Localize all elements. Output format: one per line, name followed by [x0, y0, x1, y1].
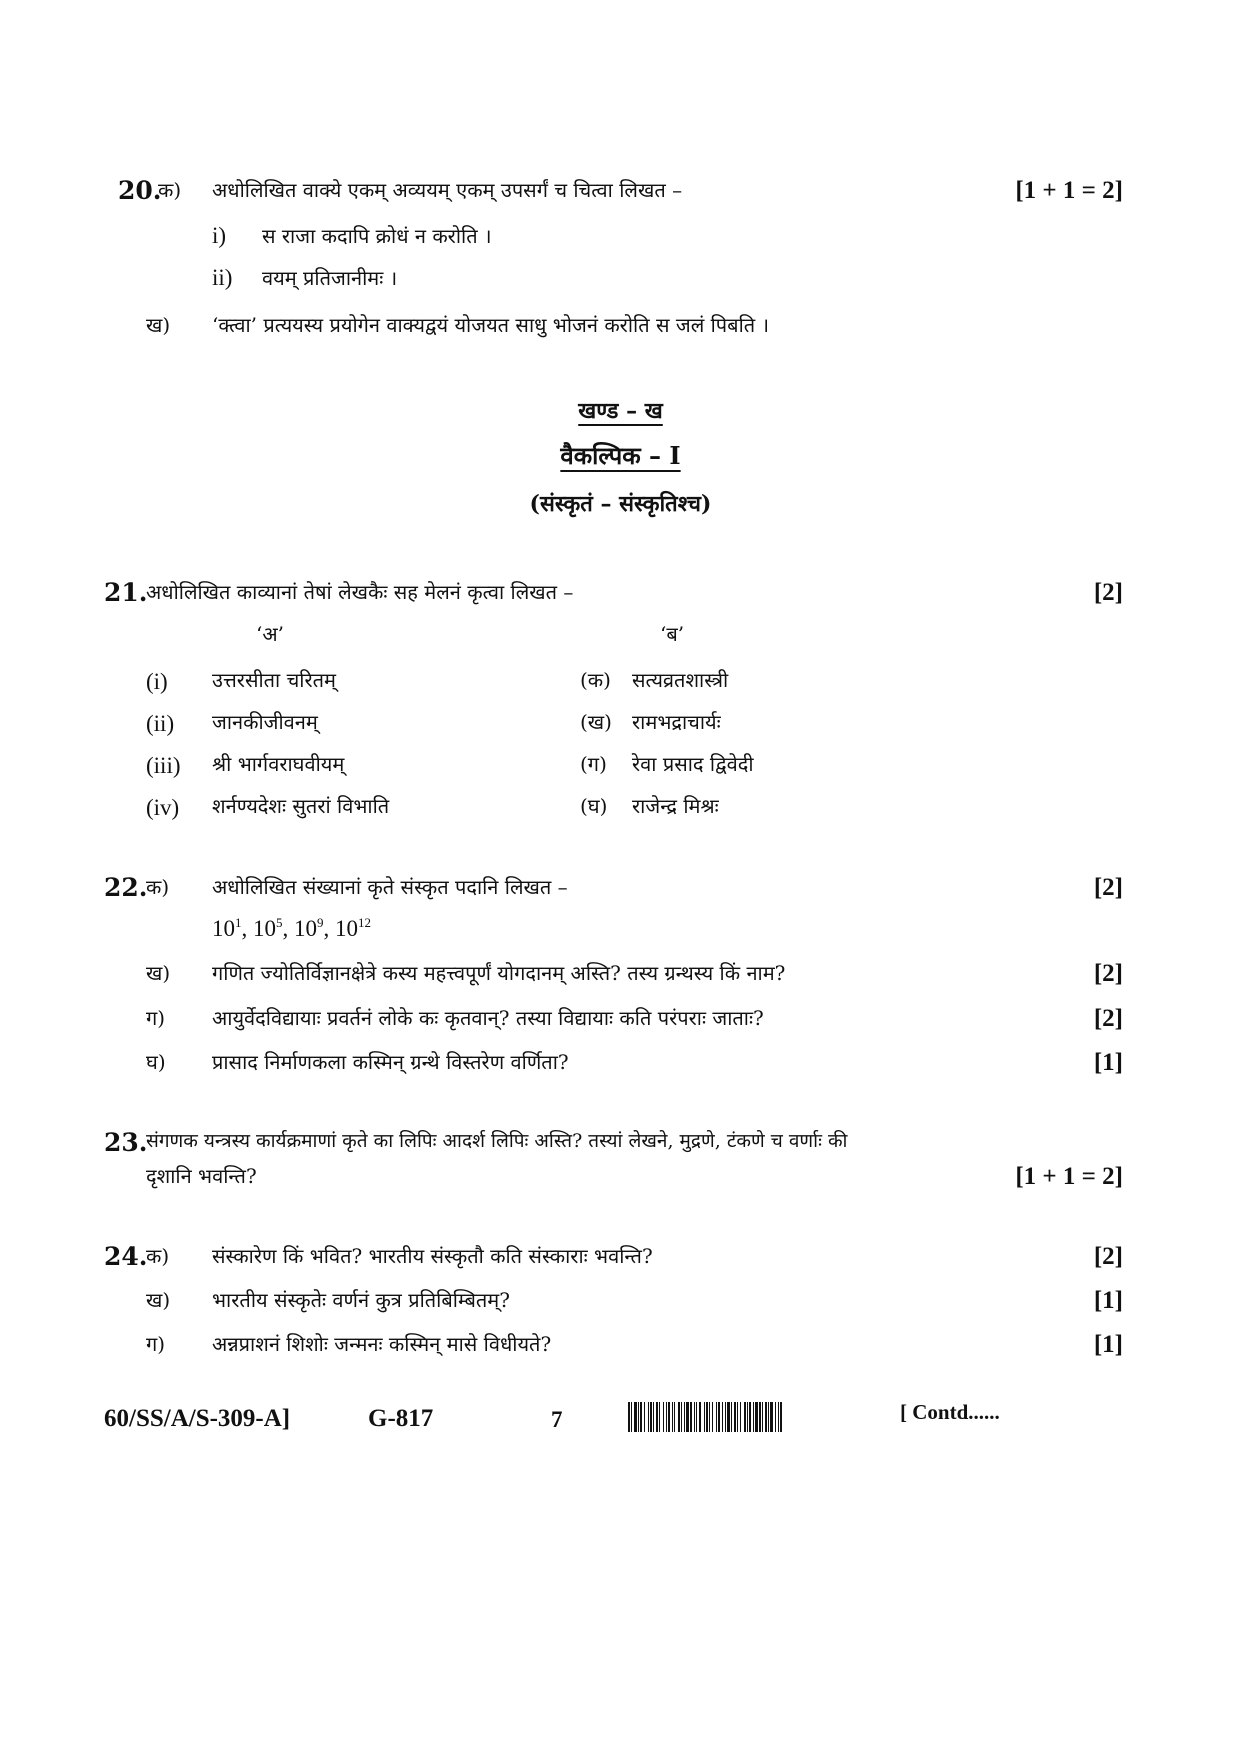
question-text: ‘क्त्वा’ प्रत्ययस्य प्रयोगेन वाक्यद्वयं योजयत साधु भोजनं करोति स जलं पिबति । — [212, 313, 770, 337]
question-text: गणित ज्योतिर्विज्ञानक्षेत्रे कस्य महत्त्वपूर्णं योगदानम् अस्ति? तस्य ग्रन्थस्य किं नाम? — [212, 961, 786, 985]
paper-code: 60/SS/A/S-309-A] — [104, 1405, 291, 1432]
marks: [1] — [1093, 1049, 1123, 1076]
subpart-label: क) — [146, 1244, 170, 1268]
subpart-label: ख) — [146, 961, 171, 985]
marks: [1 + 1 = 2] — [1015, 1163, 1123, 1190]
question-text: अधोलिखित काव्यानां तेषां लेखकैः सह मेलनं कृत्वा लिखत – — [146, 580, 574, 604]
item-text: वयम् प्रतिजानीमः । — [262, 266, 398, 290]
section-subtitle: (संस्कृतं – संस्कृतिश्च) — [529, 491, 712, 517]
question-text: आयुर्वेदविद्यायाः प्रवर्तनं लोके कः कृतवान्? तस्या विद्यायाः कति परंपराः जाताः? — [212, 1006, 764, 1030]
marks: [1 + 1 = 2] — [1015, 177, 1123, 204]
subpart-label: ख) — [146, 1288, 171, 1312]
powers-of-ten: $10^1$, $10^5$, $10^9$, $10^{12}$ — [212, 915, 371, 941]
question-text: अधोलिखित वाक्ये एकम् अव्ययम् एकम् उपसर्गं च चित्वा लिखत – — [212, 178, 683, 202]
match-work: श्री भार्गवराघवीयम् — [212, 752, 345, 776]
subpart-label: क) — [158, 178, 182, 202]
column-header-b: ‘ब’ — [660, 622, 685, 646]
question-number: 23. — [104, 1128, 148, 1157]
question-text: भारतीय संस्कृतेः वर्णनं कुत्र प्रतिबिम्बितम्? — [212, 1288, 510, 1312]
question-text: अन्नप्राशनं शिशोः जन्मनः कस्मिन् मासे विधीयते? — [212, 1332, 552, 1356]
marks: [1] — [1093, 1331, 1123, 1358]
subpart-label: ग) — [146, 1006, 166, 1030]
section-subheading: वैकल्पिक – I — [560, 441, 681, 470]
question-number: 21. — [104, 578, 148, 607]
item-label: (घ) — [580, 794, 608, 818]
item-label: (iii) — [146, 753, 181, 778]
question-text: दृशानि भवन्ति? — [146, 1164, 257, 1188]
question-text: अधोलिखित संख्यानां कृते संस्कृत पदानि लिखत – — [212, 875, 568, 899]
item-text: स राजा कदापि क्रोधं न करोति । — [262, 224, 492, 248]
page-number: 7 — [551, 1407, 563, 1432]
match-work: जानकीजीवनम् — [212, 710, 318, 734]
subpart-label: ग) — [146, 1332, 166, 1356]
subpart-label: क) — [146, 875, 170, 899]
match-work: शर्नण्यदेशः सुतरां विभाति — [212, 794, 390, 818]
marks: [1] — [1093, 1287, 1123, 1314]
subpart-label: घ) — [146, 1050, 166, 1074]
item-label: (i) — [146, 669, 168, 694]
subpart-label: ख) — [146, 313, 171, 337]
marks: [2] — [1093, 1243, 1123, 1270]
match-author: सत्यव्रतशास्त्री — [632, 668, 729, 692]
section-heading: खण्ड – ख — [578, 398, 663, 424]
item-label: (ii) — [146, 711, 175, 736]
item-label: (ग) — [580, 752, 607, 776]
marks: [2] — [1093, 874, 1123, 901]
item-label: i) — [212, 223, 227, 248]
match-author: रेवा प्रसाद द्विवेदी — [632, 752, 754, 776]
question-number: 24. — [104, 1242, 148, 1271]
question-text: संगणक यन्त्रस्य कार्यक्रमाणां कृते का लिपिः आदर्श लिपिः अस्ति? तस्यां लेखने, मुद्रणे, टंकणे च वर्णाः की — [146, 1130, 848, 1152]
contd-label: [ Contd...... — [900, 1400, 1000, 1424]
item-label: (ख) — [580, 710, 612, 734]
question-text: संस्कारेण किं भवित? भारतीय संस्कृतौ कति संस्काराः भवन्ति? — [212, 1244, 653, 1268]
question-number: 20. — [118, 176, 162, 205]
marks: [2] — [1093, 579, 1123, 606]
series-code: G-817 — [368, 1405, 434, 1432]
barcode — [628, 1402, 884, 1432]
column-header-a: ‘अ’ — [256, 622, 284, 646]
question-number: 22. — [104, 873, 148, 902]
item-label: ii) — [212, 265, 233, 290]
question-text: प्रासाद निर्माणकला कस्मिन् ग्रन्थे विस्तरेण वर्णिता? — [212, 1050, 569, 1074]
match-author: रामभद्राचार्यः — [632, 710, 721, 734]
item-label: (iv) — [146, 795, 180, 820]
marks: [2] — [1093, 1005, 1123, 1032]
item-label: (क) — [580, 668, 611, 692]
match-work: उत्तरसीता चरितम् — [212, 668, 337, 692]
marks: [2] — [1093, 960, 1123, 987]
match-author: राजेन्द्र मिश्रः — [632, 794, 719, 818]
